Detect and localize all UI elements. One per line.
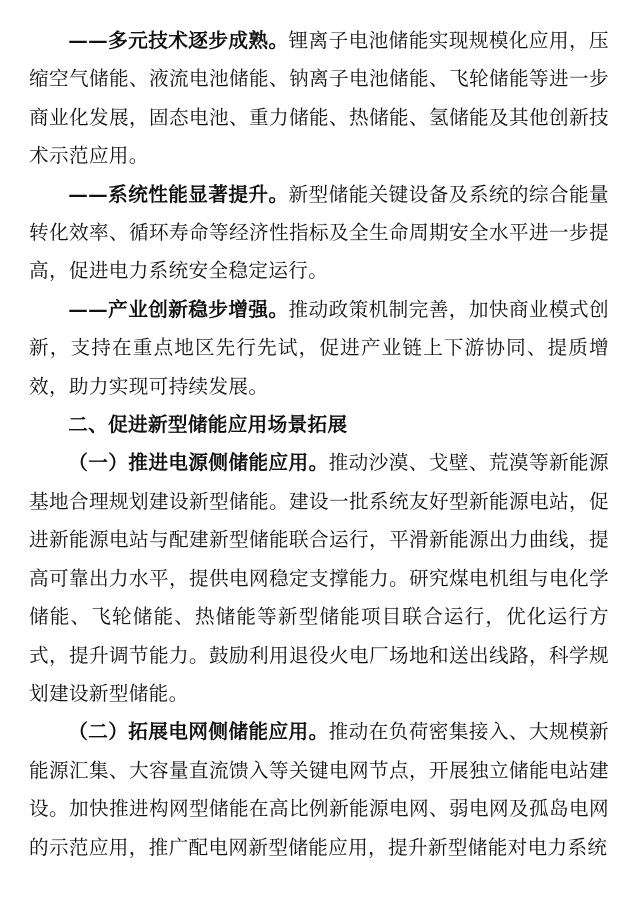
paragraph-lead: ——多元技术逐步成熟。 (68, 29, 289, 52)
paragraph-lead: ——产业创新稳步增强。 (68, 297, 289, 321)
paragraph-power-side-storage (29, 444, 609, 713)
paragraph-text: 锂离子电池储能实现规模化应用，压缩空气储能、液流电池储能、钠离子电池储能、飞轮储能等进一步商业化发展，固态电池、重力储能、热储能、氢储能及其他创新技术示范应用。 (29, 29, 609, 168)
paragraph-grid-side-storage (29, 713, 609, 867)
paragraph-text: 推动沙漠、戈壁、荒漠等新能源基地合理规划建设新型储能。建设一批系统友好型新能源电站，促进新能源电站与配建新型储能联合运行，平滑新能源出力曲线，提高可靠出力水平，提供电网稳定支撑能力。研究煤电机组与电化学储能、飞轮储能、热储能等新型储能项目联合运行，优化运行方式，提升调节能力。鼓励利用退役火电厂场地和送出线路，科学规划建设新型储能。 (29, 451, 609, 705)
paragraph-lead: ——系统性能显著提升。 (68, 182, 289, 206)
paragraph-text: 推动在负荷密集接入、大规模新能源汇集、大容量直流馈入等关键电网节点，开展独立储能电站建设。加快推进构网型储能在高比例新能源电网、弱电网及孤岛电网的示范应用，推广配电网新型储能应用，提升新型储能对电力系统 (29, 720, 609, 859)
paragraph-industry-innovation (29, 291, 609, 406)
paragraph-lead: （二）拓展电网侧储能应用。 (68, 720, 329, 744)
section-heading: 二、促进新型储能应用场景拓展 (68, 413, 348, 437)
paragraph-multi-technology (29, 22, 609, 176)
paragraph-system-performance (29, 176, 609, 291)
paragraph-text: 推动政策机制完善，加快商业模式创新，支持在重点地区先行先试，促进产业链上下游协同、提质增效，助力实现可持续发展。 (29, 297, 609, 398)
document-page (29, 22, 609, 867)
paragraph-lead: （一）推进电源侧储能应用。 (68, 451, 329, 475)
paragraph-text: 新型储能关键设备及系统的综合能量转化效率、循环寿命等经济性指标及全生命周期安全水平进一步提高，促进电力系统安全稳定运行。 (29, 182, 609, 283)
